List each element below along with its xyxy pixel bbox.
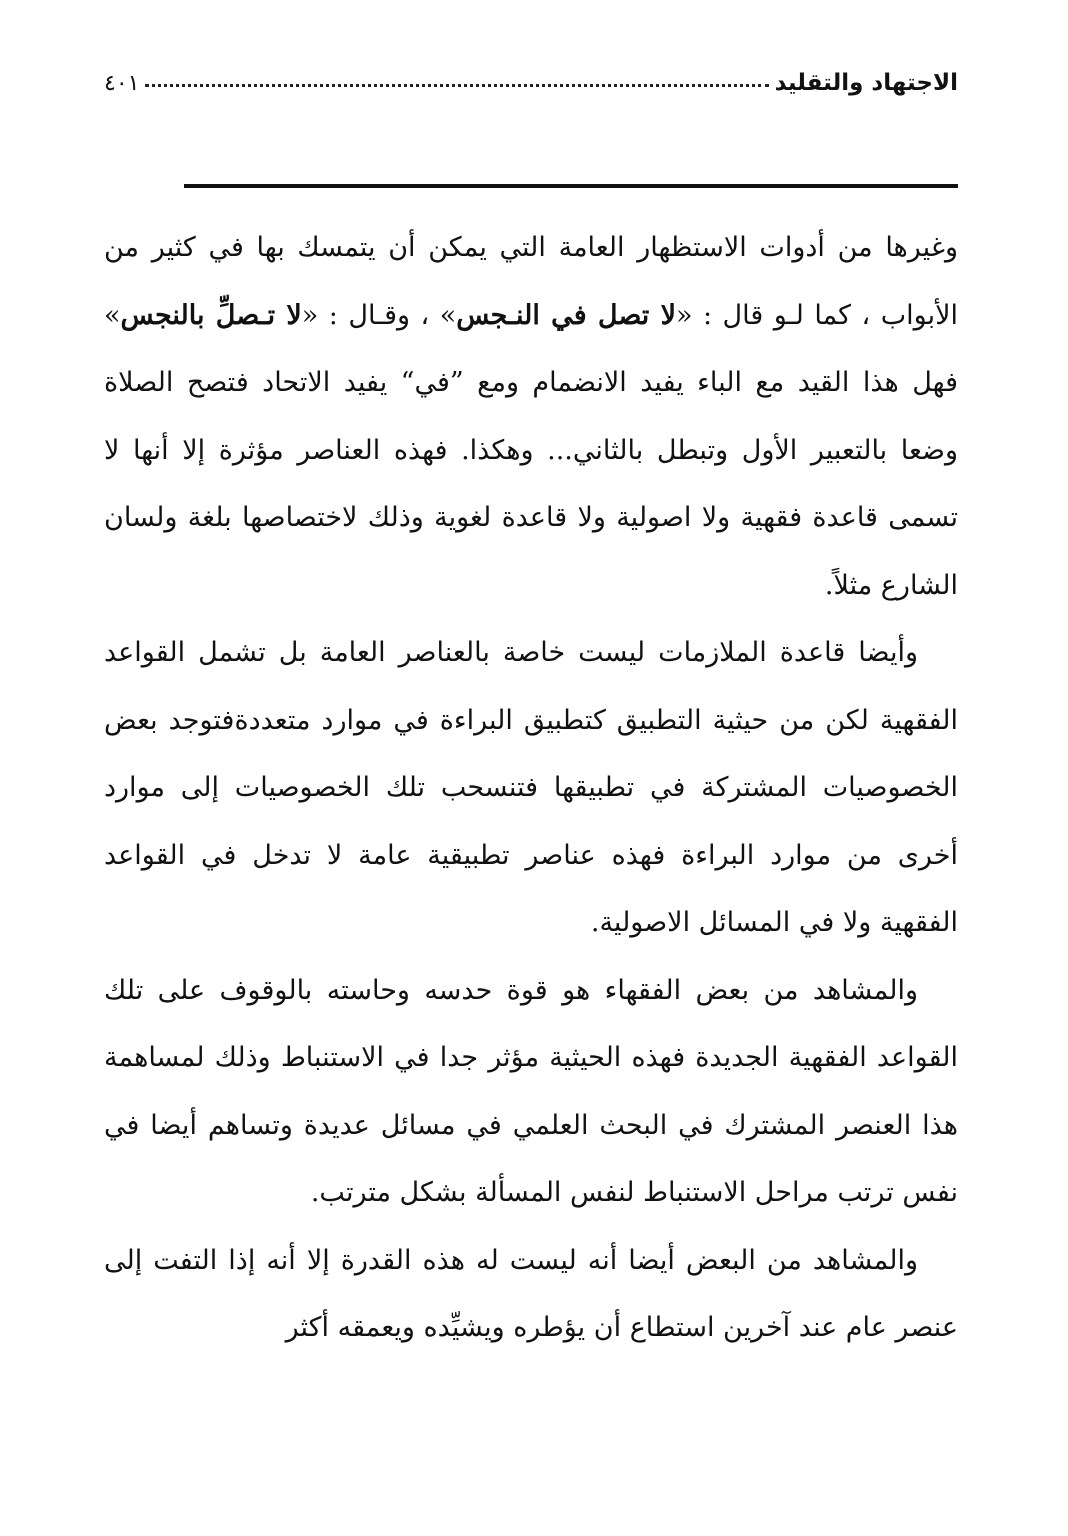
quoted-phrase: لا تصل في النـجس [456, 299, 676, 331]
body-text [104, 214, 958, 1362]
text-run: » فهل هذا القيد مع الباء يفيد الانضمام ومع ”في“ يفيد الاتحاد فتصح الصلاة وضعا بالتعبير الأول وتبطل بالثاني... وهكذا. فهذه العناصر مؤثرة إلا أنها لا تسمى قاعدة فقهية ولا اصولية ولا قاعدة لغوية وذلك لاختصاصها بلغة ولسان الشارع مثلاً. [104, 299, 958, 601]
text-run: » ، وقـال : « [301, 299, 457, 331]
quoted-phrase: لا تـصلِّ بالنجس [120, 299, 302, 331]
paragraph-1 [104, 214, 958, 619]
paragraph-4 [104, 1227, 958, 1362]
paragraph-2 [104, 619, 958, 957]
text-run: والمشاهد من البعض أيضا أنه ليست له هذه القدرة إلا أنه إذا التفت إلى عنصر عام عند آخرين استطاع أن يؤطره ويشيِّده ويعمقه أكثر [104, 1244, 958, 1343]
page-number: ٤٠١ [104, 71, 140, 96]
header-rule [184, 184, 958, 188]
text-run: والمشاهد من بعض الفقهاء هو قوة حدسه وحاسته بالوقوف على تلك القواعد الفقهية الجديدة فهذه الحيثية مؤثر جدا في الاستنباط وذلك لمساهمة هذا العنصر المشترك في البحث العلمي في مسائل عديدة وتساهم أيضا في نفس ترتب مراحل الاستنباط لنفس المسألة بشكل مترتب. [104, 974, 958, 1208]
paragraph-3 [104, 957, 958, 1227]
text-run: وغيرها من أدوات الاستظهار العامة التي يمكن أن يتمسك بها في كثير من الأبواب ، كما لـو قال : « [104, 232, 958, 331]
running-header [104, 52, 958, 96]
header-title: الاجتهاد والتقليد [774, 70, 958, 96]
text-run: وأيضا قاعدة الملازمات ليست خاصة بالعناصر العامة بل تشمل القواعد الفقهية لكن من حيثية التطبيق كتطبيق البراءة في موارد متعددةفتوجد بعض الخصوصيات المشتركة في تطبيقها فتنسحب تلك الخصوصيات إلى موارد أخرى من موارد البراءة فهذه عناصر تطبيقية عامة لا تدخل في القواعد الفقهية ولا في المسائل الاصولية. [104, 637, 958, 938]
header-dot-leader [145, 84, 768, 87]
